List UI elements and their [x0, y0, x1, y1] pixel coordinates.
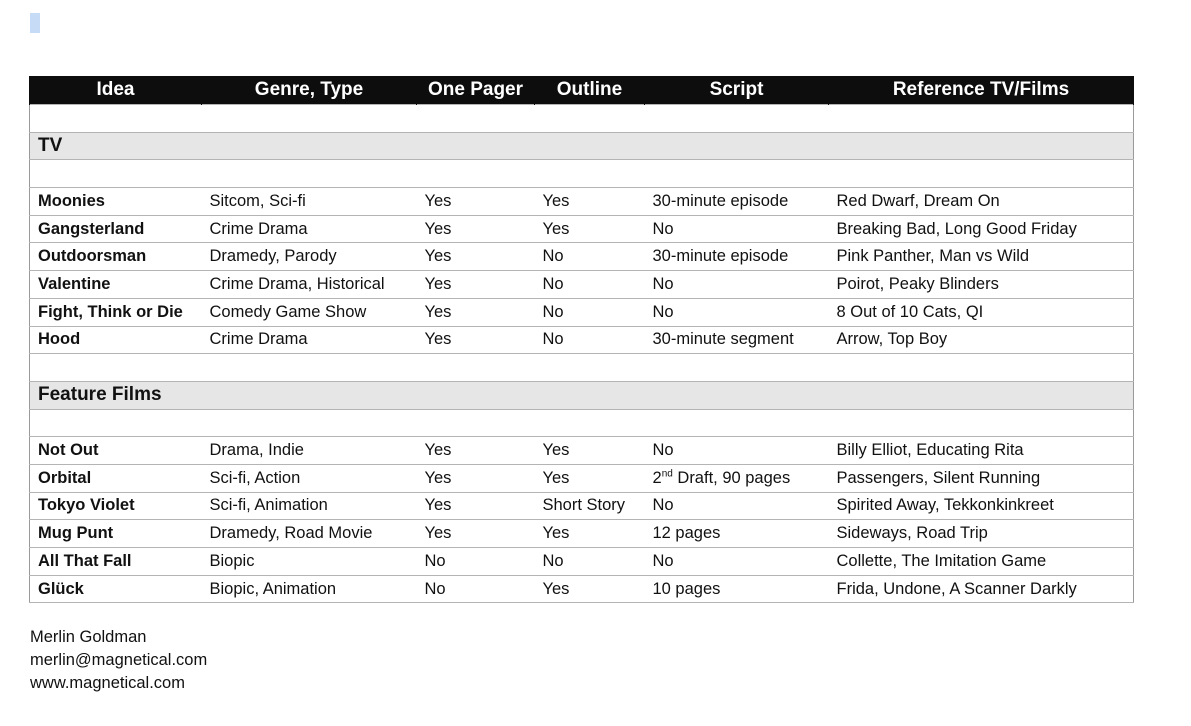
table-row [30, 548, 1134, 576]
cell-one-pager: Yes [417, 188, 535, 216]
cell-outline: Yes [535, 188, 645, 216]
cell-idea: Valentine [30, 271, 202, 299]
cell-reference: 8 Out of 10 Cats, QI [829, 298, 1134, 326]
cell-idea: Fight, Think or Die [30, 298, 202, 326]
cell-one-pager: Yes [417, 215, 535, 243]
cell-script: No [645, 548, 829, 576]
cell-reference: Collette, The Imitation Game [829, 548, 1134, 576]
ideas-table [29, 76, 1134, 603]
spacer-row [30, 105, 1134, 133]
cell-one-pager: Yes [417, 243, 535, 271]
table-row [30, 298, 1134, 326]
cell-genre: Crime Drama [202, 215, 417, 243]
cell-reference: Passengers, Silent Running [829, 464, 1134, 492]
table-row [30, 243, 1134, 271]
cell-reference: Pink Panther, Man vs Wild [829, 243, 1134, 271]
section-title: TV [30, 132, 1134, 160]
cell-idea: Moonies [30, 188, 202, 216]
cell-outline: Yes [535, 464, 645, 492]
contact-email[interactable]: merlin@magnetical.com [30, 651, 208, 669]
script-ordinal-suffix: nd [661, 468, 673, 480]
contact-block [30, 626, 207, 695]
cell-one-pager: Yes [417, 326, 535, 354]
spacer-row [30, 354, 1134, 382]
cell-genre: Sci-fi, Animation [202, 492, 417, 520]
cell-idea: All That Fall [30, 548, 202, 576]
cell-one-pager: Yes [417, 520, 535, 548]
spacer-row [30, 160, 1134, 188]
cell-outline: No [535, 298, 645, 326]
cell-script: 10 pages [645, 575, 829, 603]
spacer-row [30, 409, 1134, 437]
cell-genre: Biopic [202, 548, 417, 576]
cell-idea: Gangsterland [30, 215, 202, 243]
cell-reference: Sideways, Road Trip [829, 520, 1134, 548]
cell-idea: Mug Punt [30, 520, 202, 548]
header-genre: Genre, Type [202, 76, 417, 105]
contact-name: Merlin Goldman [30, 628, 147, 646]
cell-idea: Outdoorsman [30, 243, 202, 271]
cell-script: No [645, 492, 829, 520]
cell-one-pager: Yes [417, 464, 535, 492]
cell-script: 12 pages [645, 520, 829, 548]
script-draft-number: 2 [652, 468, 662, 487]
table-row [30, 464, 1134, 492]
cell-outline: Short Story [535, 492, 645, 520]
cell-reference: Red Dwarf, Dream On [829, 188, 1134, 216]
section-row-tv [30, 132, 1134, 160]
header-reference: Reference TV/Films [829, 76, 1134, 105]
cell-script: 30-minute episode [645, 188, 829, 216]
cell-genre: Dramedy, Parody [202, 243, 417, 271]
cell-outline: No [535, 271, 645, 299]
table-row [30, 326, 1134, 354]
cell-one-pager: Yes [417, 298, 535, 326]
cell-script: No [645, 298, 829, 326]
cell-idea: Glück [30, 575, 202, 603]
text-cursor [30, 13, 40, 33]
header-script: Script [645, 76, 829, 105]
cell-one-pager: No [417, 575, 535, 603]
cell-reference: Billy Elliot, Educating Rita [829, 437, 1134, 465]
cell-script: 30-minute segment [645, 326, 829, 354]
cell-reference: Breaking Bad, Long Good Friday [829, 215, 1134, 243]
cell-outline: No [535, 548, 645, 576]
cell-script [645, 464, 829, 492]
cell-reference: Arrow, Top Boy [829, 326, 1134, 354]
header-outline: Outline [535, 76, 645, 105]
table-row [30, 492, 1134, 520]
cell-genre: Dramedy, Road Movie [202, 520, 417, 548]
header-one-pager: One Pager [417, 76, 535, 105]
cell-idea: Orbital [30, 464, 202, 492]
cell-reference: Frida, Undone, A Scanner Darkly [829, 575, 1134, 603]
cell-genre: Drama, Indie [202, 437, 417, 465]
cell-genre: Crime Drama, Historical [202, 271, 417, 299]
cell-genre: Sitcom, Sci-fi [202, 188, 417, 216]
cell-outline: No [535, 243, 645, 271]
cell-genre: Sci-fi, Action [202, 464, 417, 492]
cell-one-pager: Yes [417, 492, 535, 520]
section-row-feature-films [30, 381, 1134, 409]
table-row [30, 575, 1134, 603]
cell-idea: Tokyo Violet [30, 492, 202, 520]
cell-reference: Poirot, Peaky Blinders [829, 271, 1134, 299]
contact-website[interactable]: www.magnetical.com [30, 674, 185, 692]
table-row [30, 215, 1134, 243]
cell-one-pager: Yes [417, 437, 535, 465]
table-row [30, 520, 1134, 548]
table-row [30, 188, 1134, 216]
cell-idea: Not Out [30, 437, 202, 465]
cell-outline: No [535, 326, 645, 354]
cell-outline: Yes [535, 520, 645, 548]
table-row [30, 271, 1134, 299]
cell-outline: Yes [535, 437, 645, 465]
cell-script: 30-minute episode [645, 243, 829, 271]
cell-one-pager: No [417, 548, 535, 576]
cell-idea: Hood [30, 326, 202, 354]
cell-script: No [645, 215, 829, 243]
cell-script: No [645, 271, 829, 299]
table-header-row [30, 76, 1134, 105]
table-row [30, 437, 1134, 465]
cell-reference: Spirited Away, Tekkonkinkreet [829, 492, 1134, 520]
cell-outline: Yes [535, 575, 645, 603]
cell-genre: Crime Drama [202, 326, 417, 354]
header-idea: Idea [30, 76, 202, 105]
script-draft-detail: Draft, 90 pages [672, 468, 791, 487]
cell-outline: Yes [535, 215, 645, 243]
cell-script: No [645, 437, 829, 465]
section-title: Feature Films [30, 381, 1134, 409]
cell-genre: Biopic, Animation [202, 575, 417, 603]
cell-one-pager: Yes [417, 271, 535, 299]
cell-genre: Comedy Game Show [202, 298, 417, 326]
